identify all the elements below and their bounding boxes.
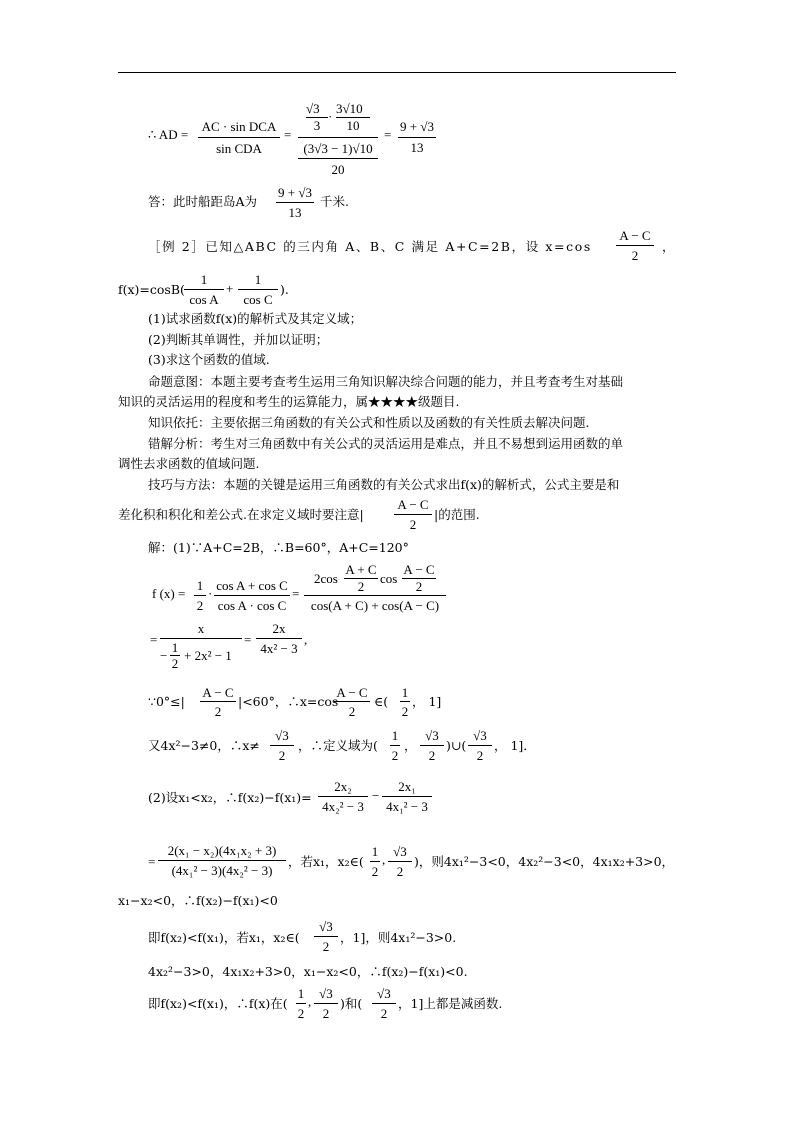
math-text: A − C (336, 685, 368, 700)
math-text: √3 (393, 844, 407, 859)
math-text: 13 (410, 140, 424, 155)
math-text: (2)设x₁<x₂，∴f(x₂)−f(x₁)= (148, 790, 312, 805)
math-text: 10 (346, 118, 360, 133)
math-text: 2(x₁ − x₂)(4x₁x₂ + 3) (167, 843, 277, 858)
math-text: + 2x² − 1 (184, 648, 232, 663)
math-text: = (384, 127, 392, 142)
fraction-bar (238, 289, 278, 290)
math-text: 2cos (314, 571, 338, 586)
math-text: 2 (348, 704, 356, 719)
math-text: · (328, 109, 333, 124)
math-text: 2 (428, 748, 436, 763)
math-text: √3 (319, 986, 333, 1001)
math-text: 4x₂² − 3 (322, 799, 364, 814)
math-text: ∵0°≤| (148, 694, 185, 709)
math-text: ∈( (374, 694, 389, 709)
math-text: 2 (297, 1006, 305, 1021)
math-text: ， 1] (412, 694, 442, 709)
math-text: 13 (288, 205, 302, 220)
math-text: 2 (171, 656, 179, 671)
fraction-bar (194, 595, 206, 596)
math-text: 2x₁ (398, 779, 416, 794)
fraction-bar (318, 796, 368, 797)
math-text: ， 1]． (494, 738, 536, 753)
fraction-bar (314, 1003, 338, 1004)
math-text: 2 (391, 748, 399, 763)
math-text: 4x² − 3 (260, 641, 298, 656)
math-text: |<60°，∴x=cos (238, 694, 339, 709)
math-text: 2 (631, 248, 639, 263)
math-text: ［例 2］已知△ABC 的三内角 A、B、C 满足 A+C=2B，设 x=cos (148, 239, 592, 254)
math-text: 即f(x₂)<f(x₁)，∴f(x)在( (148, 996, 288, 1011)
math-text: − (160, 648, 168, 663)
math-text: 答：此时船距岛A为 (148, 194, 258, 209)
math-text: 错解分析：考生对三角函数中有关公式的灵活运用是难点，并且不易想到运用函数的单 (148, 436, 624, 451)
fraction-bar (334, 701, 370, 702)
math-text: = (284, 127, 292, 142)
math-text: 9 + √3 (278, 185, 312, 200)
math-text: 2 (322, 939, 330, 954)
math-text: 技巧与方法：本题的关键是运用三角函数的有关公式求出f(x)的解析式，公式主要是和 (148, 477, 620, 492)
math-text: − (372, 788, 380, 803)
math-text: AC · sin DCA (201, 119, 277, 134)
math-text: 1 (254, 272, 262, 287)
math-text: A − C (202, 685, 234, 700)
math-text: 1 (171, 640, 179, 655)
math-text: 2 (396, 864, 404, 879)
math-text: cos A · cos C (217, 598, 287, 613)
fraction-bar (198, 137, 280, 138)
math-text: √3 (275, 728, 289, 743)
math-text: 2 (196, 598, 204, 613)
math-text: 2x₂ (334, 779, 352, 794)
fraction-bar (214, 595, 290, 596)
math-text: )∪( (446, 738, 467, 753)
math-text: cos A + cos C (216, 578, 288, 593)
math-text: A − C (397, 497, 429, 512)
math-text: = (292, 586, 300, 601)
math-text: x₁−x₂<0，∴f(x₂)−f(x₁)<0 (118, 893, 278, 908)
math-text: 2 (371, 864, 379, 879)
fraction-bar (304, 595, 446, 596)
math-text: = (244, 632, 252, 647)
fraction-bar (298, 137, 378, 138)
math-text: √3 (377, 986, 391, 1001)
fraction-bar (400, 701, 410, 702)
fraction-bar (256, 638, 302, 639)
math-text: 3√10 (336, 101, 363, 116)
math-text: 解：(1)∵A+C=2B，∴B=60°，A+C=120° (148, 540, 409, 555)
math-text: · (208, 586, 213, 601)
math-text: √3 (473, 728, 487, 743)
math-text: 2 (401, 704, 409, 719)
math-text: 调性去求函数的值域问题. (118, 456, 260, 471)
fraction-bar (390, 745, 400, 746)
math-text: 2x (272, 621, 286, 636)
math-text: + (226, 281, 234, 296)
math-text: 4x₁² − 3 (386, 799, 428, 814)
math-text: 又4x²−3≠0，∴x≠ (148, 738, 260, 753)
fraction-bar (158, 860, 286, 861)
math-text: )和( (340, 996, 363, 1011)
math-text: (1)试求函数f(x)的解析式及其定义域； (148, 311, 363, 326)
fraction-bar (314, 936, 338, 937)
math-text: 1 (371, 844, 379, 859)
math-text: 1 (196, 578, 204, 593)
math-text: 知识依托：主要依据三角函数的有关公式和性质以及函数的有关性质去解决问题. (148, 415, 590, 430)
math-text: √3 (425, 728, 439, 743)
math-text: 即f(x₂)<f(x₁)，若x₁，x₂∈( (148, 930, 300, 945)
math-text: ，若x₁，x₂∈( (288, 854, 364, 869)
fraction-bar (372, 1003, 396, 1004)
math-text: 1 (391, 728, 399, 743)
math-text: , (382, 852, 386, 867)
fraction-bar (298, 158, 378, 159)
math-text: )，则4x₁²−3<0，4x₂²−3<0，4x₁x₂+3>0， (414, 854, 675, 869)
math-text: ∴ AD = (148, 127, 189, 142)
math-text: 2 (357, 579, 365, 594)
math-text: 命题意图：本题主要考查考生运用三角知识解决综合问题的能力，并且考查考生对基础 (148, 374, 624, 389)
math-text: 1 (401, 685, 409, 700)
math-text: 2 (380, 1006, 388, 1021)
fraction-bar (420, 745, 444, 746)
math-text: (3√3 − 1)√10 (303, 141, 373, 156)
fraction-bar (616, 245, 654, 246)
math-text: |的范围. (434, 507, 480, 522)
fraction-bar (200, 701, 236, 702)
fraction-bar (382, 796, 432, 797)
math-text: ，∴定义域为( (298, 738, 378, 753)
math-text: 2 (214, 704, 222, 719)
math-text: x (197, 621, 205, 636)
fraction-bar (388, 861, 412, 862)
header-rule (118, 72, 676, 73)
math-text: f(x)=cosB( (118, 282, 185, 297)
math-text: 2 (409, 517, 417, 532)
math-text: , (304, 632, 308, 647)
math-text: cos C (243, 292, 273, 307)
math-text: f (x) = (152, 586, 186, 601)
math-text: sin CDA (216, 141, 262, 156)
math-text: , (308, 994, 312, 1009)
math-text: 千米. (320, 194, 349, 209)
math-text: √3 (319, 919, 333, 934)
math-text: (3)求这个函数的值域. (148, 352, 270, 367)
math-text: 3 (313, 118, 321, 133)
math-text: ，1]，则4x₁²−3>0. (340, 930, 457, 945)
math-text: cos A (189, 292, 219, 307)
fraction-bar (398, 137, 436, 138)
fraction-bar (270, 745, 294, 746)
fraction-bar (184, 289, 224, 290)
fraction-bar (296, 1003, 306, 1004)
math-text: √3 (306, 101, 320, 116)
math-text: ). (280, 282, 289, 297)
math-text: 2 (415, 579, 423, 594)
fraction-bar (370, 861, 380, 862)
math-text: 知识的灵活运用的程度和考生的运算能力，属★★★★级题目. (118, 394, 460, 409)
math-text: cos(A + C) + cos(A − C) (310, 598, 440, 613)
math-text: 1 (200, 272, 208, 287)
math-text: = (148, 854, 156, 869)
fraction-bar (468, 745, 492, 746)
math-text: 20 (331, 162, 345, 177)
math-text: 差化积和积化和差公式.在求定义域时要注意| (118, 507, 364, 522)
math-text: A − C (403, 562, 435, 577)
math-text: 1 (297, 986, 305, 1001)
math-text: A + C (345, 562, 377, 577)
math-text: ， (662, 239, 675, 254)
math-text: ，1]上都是减函数. (398, 996, 503, 1011)
fraction-bar (276, 202, 314, 203)
math-text: A − C (619, 228, 651, 243)
fraction-bar (160, 638, 242, 639)
math-text: 2 (322, 1006, 330, 1021)
math-text: ， (404, 738, 417, 753)
math-text: = (150, 632, 158, 647)
math-text: 2 (476, 748, 484, 763)
math-text: 4x₂²−3>0，4x₁x₂+3>0，x₁−x₂<0，∴f(x₂)−f(x₁)<0. (148, 964, 468, 979)
fraction-bar (394, 514, 432, 515)
math-text: 2 (278, 748, 286, 763)
math-text: (4x₁² − 3)(4x₂² − 3) (171, 863, 273, 878)
math-text: cos (380, 571, 398, 586)
math-text: 9 + √3 (400, 119, 434, 134)
math-text: (2)判断其单调性，并加以证明； (148, 332, 329, 347)
